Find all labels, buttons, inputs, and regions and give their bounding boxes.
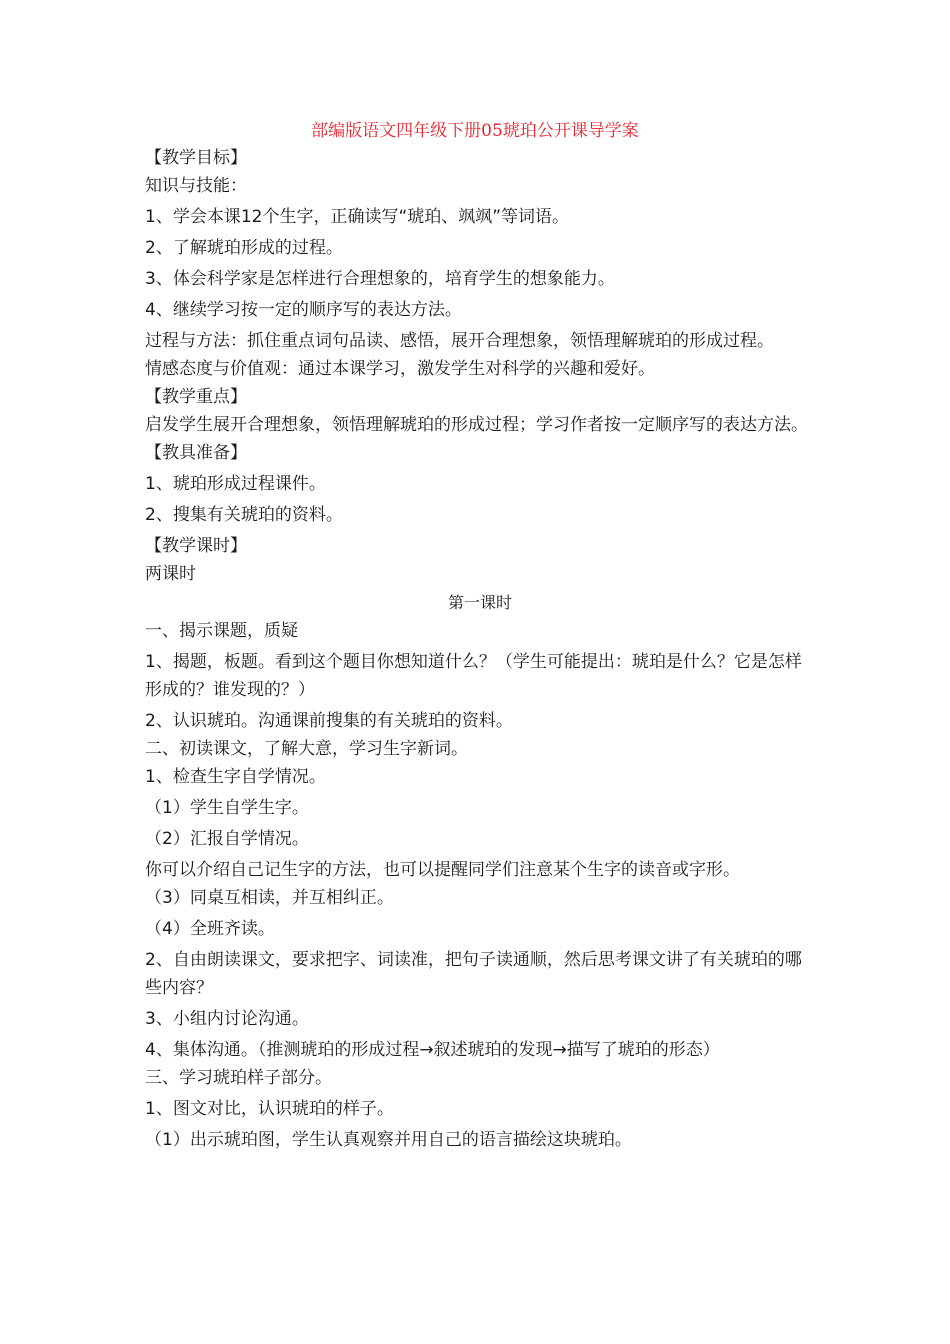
document-line: 2、了解琥珀形成的过程。 bbox=[145, 238, 343, 258]
document-line: 知识与技能： bbox=[145, 176, 247, 196]
document-body bbox=[145, 144, 815, 1154]
document-line: （4）全班齐读。 bbox=[145, 919, 275, 939]
document-line: 【教学目标】 bbox=[145, 148, 247, 168]
document-line: 【教具准备】 bbox=[145, 443, 247, 463]
document-line: 一、揭示课题，质疑 bbox=[145, 621, 298, 641]
document-line: 2、搜集有关琥珀的资料。 bbox=[145, 505, 343, 525]
document-line: （1）出示琥珀图，学生认真观察并用自己的语言描绘这块琥珀。 bbox=[145, 1130, 632, 1150]
document-line: 三、学习琥珀样子部分。 bbox=[145, 1068, 332, 1088]
document-line: 1、学会本课12个生字，正确读写“琥珀、飒飒”等词语。 bbox=[145, 207, 570, 227]
document-line: 1、琥珀形成过程课件。 bbox=[145, 474, 326, 494]
document-line: 3、小组内讨论沟通。 bbox=[145, 1009, 309, 1029]
document-line: （3）同桌互相读，并互相纠正。 bbox=[145, 888, 394, 908]
document-line: 1、图文对比，认识琥珀的样子。 bbox=[145, 1099, 394, 1119]
document-line: 二、初读课文，了解大意，学习生字新词。 bbox=[145, 739, 468, 759]
document-line: （2）汇报自学情况。 bbox=[145, 829, 309, 849]
document-line: 1、检查生字自学情况。 bbox=[145, 767, 326, 787]
document-line: 你可以介绍自己记生字的方法，也可以提醒同学们注意某个生字的读音或字形。 bbox=[145, 860, 740, 880]
document-line: 第一课时 bbox=[447, 593, 512, 612]
document-line: 启发学生展开合理想象，领悟理解琥珀的形成过程；学习作者按一定顺序写的表达方法。 bbox=[145, 415, 808, 435]
document-line: 3、体会科学家是怎样进行合理想象的，培育学生的想象能力。 bbox=[145, 269, 615, 289]
document-line: 2、认识琥珀。沟通课前搜集的有关琥珀的资料。 bbox=[145, 711, 513, 731]
document-title: 部编版语文四年级下册05琥珀公开课导学案 bbox=[311, 121, 639, 141]
document-line: 过程与方法：抓住重点词句品读、感悟，展开合理想象，领悟理解琥珀的形成过程。 bbox=[145, 331, 774, 351]
document-line: 4、继续学习按一定的顺序写的表达方法。 bbox=[145, 300, 462, 320]
document-line: 1、揭题，板题。看到这个题目你想知道什么？（学生可能提出：琥珀是什么？它是怎样形成的？谁发现的？） bbox=[145, 652, 802, 700]
document-line: 两课时 bbox=[145, 564, 196, 584]
document-line: 【教学课时】 bbox=[145, 536, 247, 556]
document-line: 2、自由朗读课文，要求把字、词读准，把句子读通顺，然后思考课文讲了有关琥珀的哪些内容？ bbox=[145, 950, 802, 998]
document-line: 【教学重点】 bbox=[145, 387, 247, 407]
document-line: 4、集体沟通。（推测琥珀的形成过程→叙述琥珀的发现→描写了琥珀的形态） bbox=[145, 1040, 720, 1060]
document-line: 情感态度与价值观：通过本课学习，激发学生对科学的兴趣和爱好。 bbox=[145, 359, 655, 379]
document-line: （1）学生自学生字。 bbox=[145, 798, 309, 818]
